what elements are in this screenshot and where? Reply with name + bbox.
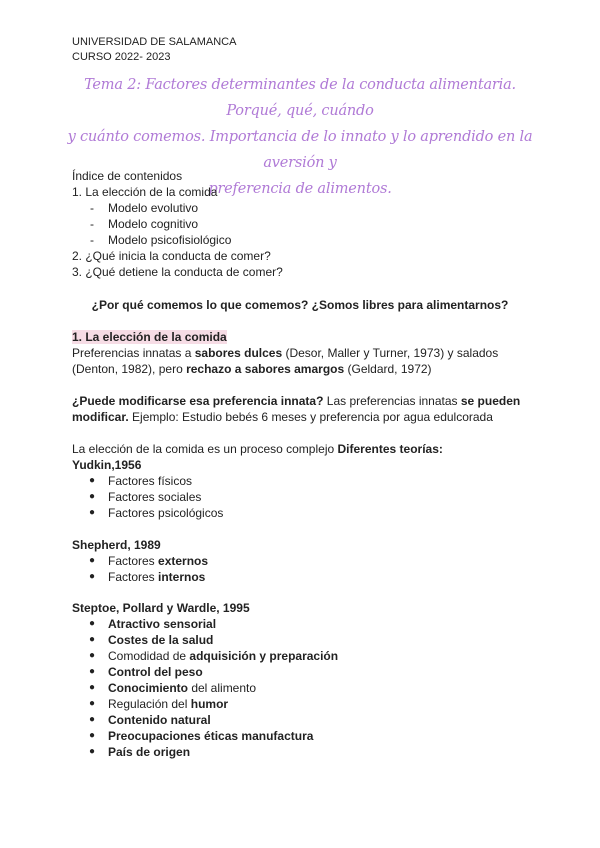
section-1-heading: 1. La elección de la comida (72, 330, 227, 344)
toc-heading: Índice de contenidos (72, 169, 183, 183)
list-item: ● Factores internos (89, 570, 206, 584)
steptoe-section (72, 600, 532, 760)
paragraph-innate-2: (Denton, 1982), pero rechazo a sabores amargos (Geldard, 1972) (72, 362, 432, 376)
paragraph-modify: ¿Puede modificarse esa preferencia innata? Las preferencias innatas se pueden modificar. Ejemplo: Estudio bebés 6 meses y preferencia por agua edulcorada (72, 394, 521, 424)
list-item: ● Factores sociales (89, 490, 202, 504)
toc-item-1: 1. La elección de la comida (72, 185, 218, 199)
list-item: ● País de origen (89, 745, 191, 759)
toc-subitem: - Modelo psicofisiológico (90, 233, 232, 247)
list-item: ● Atractivo sensorial (89, 617, 217, 631)
list-item: ● Factores físicos (89, 474, 193, 488)
list-item: ● Control del peso (89, 665, 203, 679)
yudkin-section (72, 457, 532, 521)
section-1 (72, 329, 532, 377)
list-item: ● Regulación del humor (89, 697, 229, 711)
list-item: ● Preocupaciones éticas manufactura (89, 729, 314, 743)
list-item: ● Factores psicológicos (89, 506, 224, 520)
toc-subitem: - Modelo cognitivo (90, 217, 199, 231)
toc-item-3: 3. ¿Qué detiene la conducta de comer? (72, 265, 283, 279)
title-line-2: y cuánto comemos. Importancia de lo innato y lo aprendido en la aversión y (67, 129, 533, 171)
toc-subitem: - Modelo evolutivo (90, 201, 199, 215)
university-name: UNIVERSIDAD DE SALAMANCA (72, 36, 237, 48)
list-item: ● Comodidad de adquisición y preparación (89, 649, 339, 663)
list-item: ● Costes de la salud (89, 633, 214, 647)
toc-item-2: 2. ¿Qué inicia la conducta de comer? (72, 249, 271, 263)
course-year: CURSO 2022- 2023 (72, 51, 171, 63)
yudkin-heading: Yudkin,1956 (72, 458, 142, 472)
paragraph-theories: La elección de la comida es un proceso complejo Diferentes teorías: (72, 442, 443, 456)
main-question: ¿Por qué comemos lo que comemos? ¿Somos libres para alimentarnos? (91, 298, 509, 312)
paragraph-innate-1: Preferencias innatas a sabores dulces (Desor, Maller y Turner, 1973) y salados (72, 346, 499, 360)
list-item: ● Factores externos (89, 554, 209, 568)
list-item: ● Contenido natural (89, 713, 211, 727)
steptoe-heading: Steptoe, Pollard y Wardle, 1995 (72, 601, 250, 615)
title-line-3: preferencia de alimentos. (208, 181, 392, 197)
table-of-contents (72, 168, 532, 280)
title-line-1: Tema 2: Factores determinantes de la conducta alimentaria. Porqué, qué, cuándo (84, 77, 516, 119)
shepherd-heading: Shepherd, 1989 (72, 538, 161, 552)
list-item: ● Conocimiento del alimento (89, 681, 257, 695)
shepherd-section (72, 537, 532, 585)
